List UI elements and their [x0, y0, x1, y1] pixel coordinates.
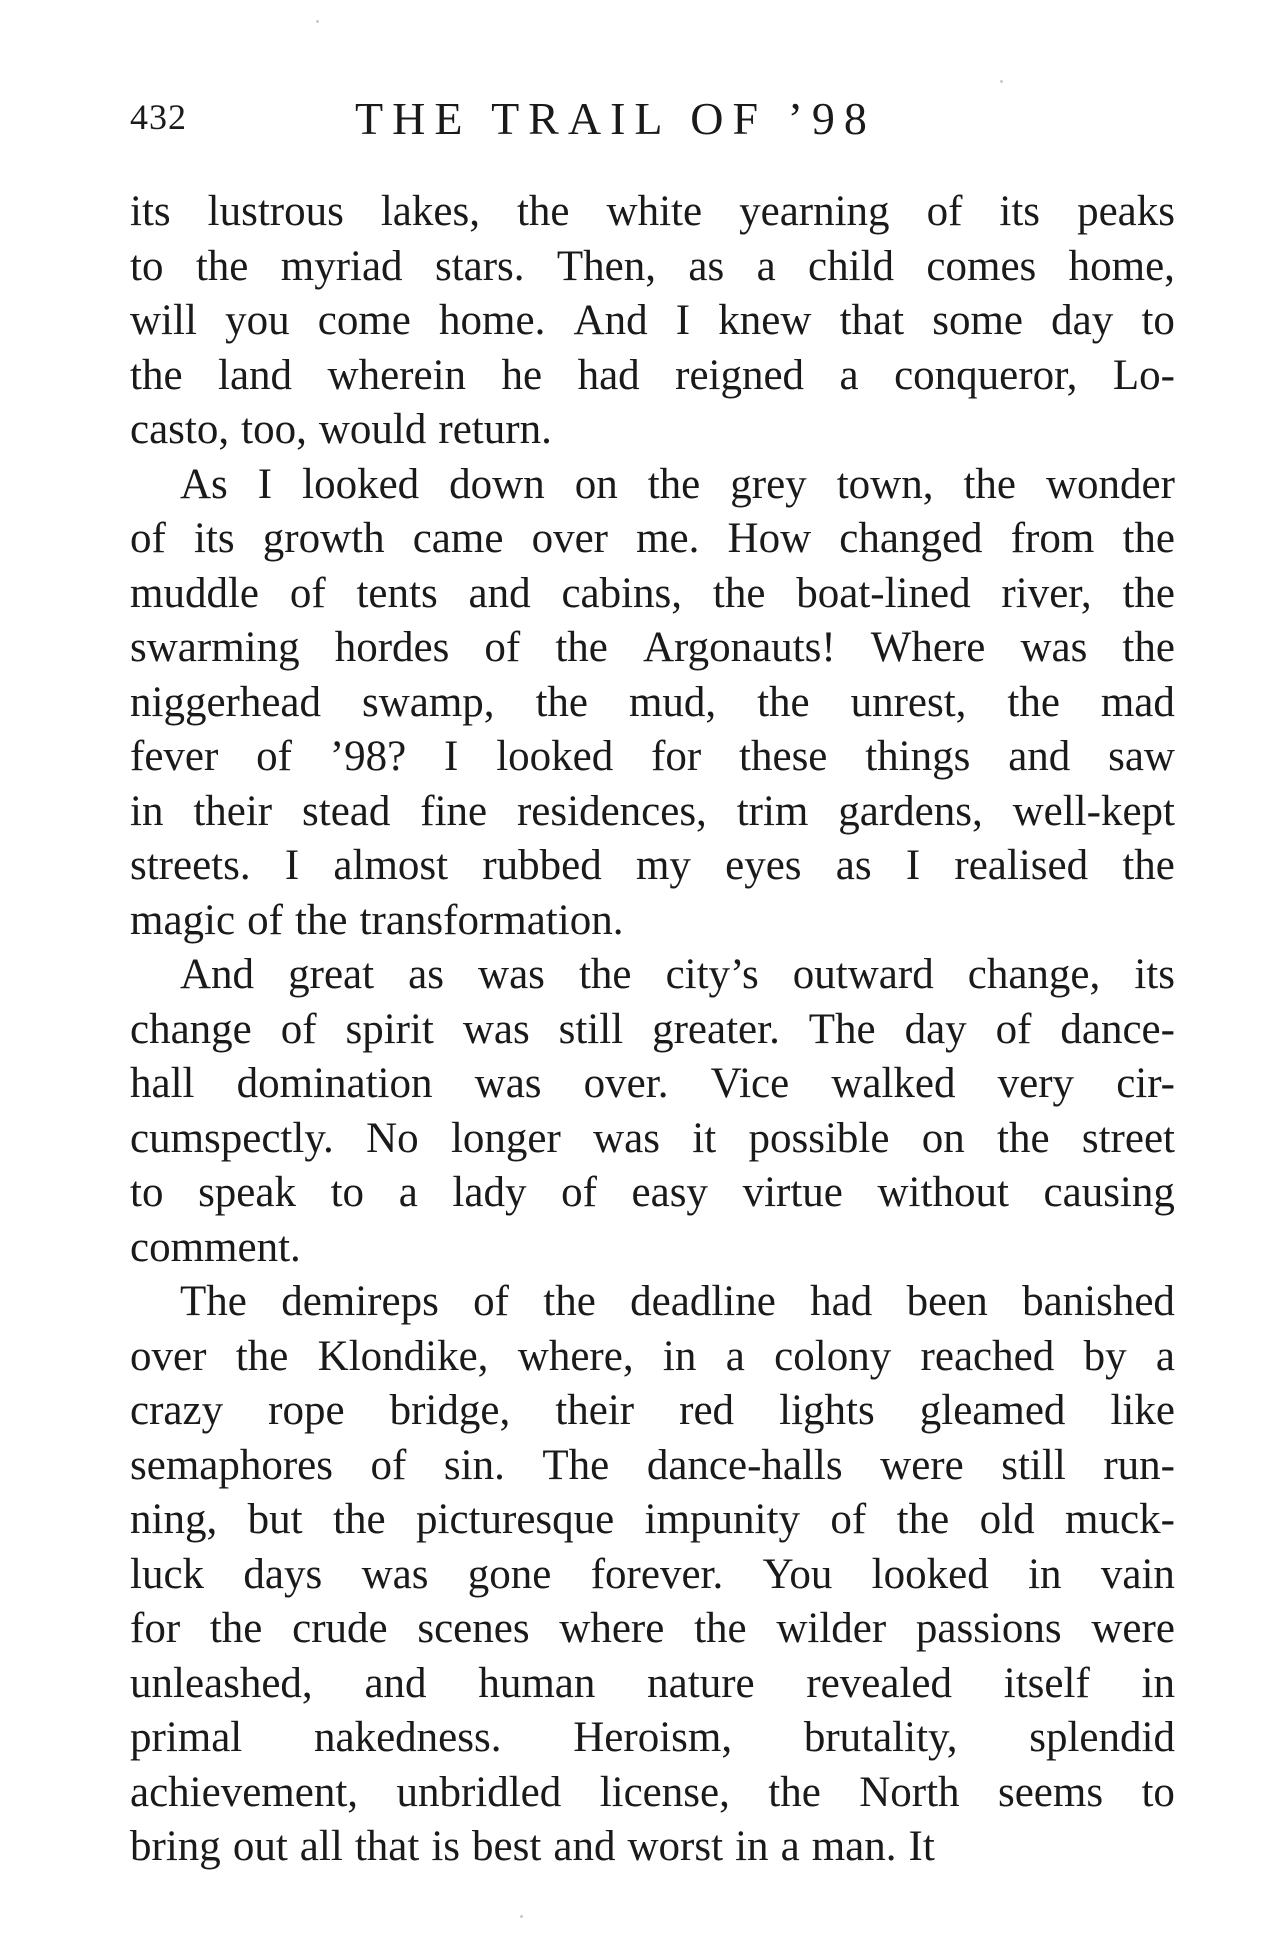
text-line: over the Klondike, where, in a colony reached by a [130, 1332, 1175, 1380]
text-line: of its growth came over me. How changed from the [130, 515, 1175, 562]
text-line: The demireps of the deadline had been banished [180, 1278, 1175, 1325]
page-header [130, 92, 980, 142]
text-line: to speak to a lady of easy virtue without causing [130, 1169, 1175, 1216]
text-line: swarming hordes of the Argonauts! Where was the [130, 624, 1175, 671]
paragraph [130, 948, 1175, 1275]
text-line: muddle of tents and cabins, the boat-lined river, the [130, 569, 1175, 617]
text-line: to the myriad stars. Then, as a child comes home, [130, 242, 1175, 290]
text-line: unleashed, and human nature revealed itself in [130, 1659, 1175, 1707]
text-line: will you come home. And I knew that some day to [130, 297, 1175, 344]
text-line: ning, but the picturesque impunity of the old muck- [130, 1496, 1175, 1543]
body-text [130, 185, 1175, 1875]
text-line: primal nakedness. Heroism, brutality, splendid [130, 1714, 1175, 1761]
text-line: As I looked down on the grey town, the wonder [180, 460, 1175, 508]
page-number: 432 [130, 97, 187, 137]
text-line: bring out all that is best and worst in a man. It [130, 1823, 935, 1870]
scan-speck [520, 1915, 523, 1918]
text-line: comment. [130, 1223, 301, 1271]
running-title: THE TRAIL OF ’98 [355, 93, 876, 144]
text-line: its lustrous lakes, the white yearning of its peaks [130, 188, 1175, 235]
scan-speck [316, 20, 319, 23]
text-line: fever of ’98? I looked for these things and saw [130, 733, 1175, 780]
text-line: change of spirit was still greater. The day of dance- [130, 1005, 1175, 1053]
text-line: for the crude scenes where the wilder passions were [130, 1605, 1175, 1652]
text-line: cumspectly. No longer was it possible on the street [130, 1114, 1175, 1162]
text-line: niggerhead swamp, the mud, the unrest, the mad [130, 678, 1175, 726]
text-line: And great as was the city’s outward change, its [180, 951, 1175, 998]
text-line: crazy rope bridge, their red lights gleamed like [130, 1387, 1175, 1434]
text-line: luck days was gone forever. You looked in vain [130, 1550, 1175, 1598]
text-line: in their stead fine residences, trim gardens, well-kept [130, 787, 1175, 835]
text-line: achievement, unbridled license, the North seems to [130, 1768, 1175, 1816]
paragraph [130, 1275, 1175, 1875]
text-line: casto, too, would return. [130, 406, 552, 453]
paragraph [130, 185, 1175, 458]
scan-speck [1000, 80, 1003, 83]
text-line: hall domination was over. Vice walked very cir- [130, 1060, 1175, 1107]
text-line: streets. I almost rubbed my eyes as I realised the [130, 842, 1175, 889]
text-line: magic of the transformation. [130, 896, 624, 944]
paragraph [130, 458, 1175, 949]
text-line: semaphores of sin. The dance-halls were still run- [130, 1441, 1175, 1489]
text-line: the land wherein he had reigned a conqueror, Lo- [130, 351, 1175, 399]
